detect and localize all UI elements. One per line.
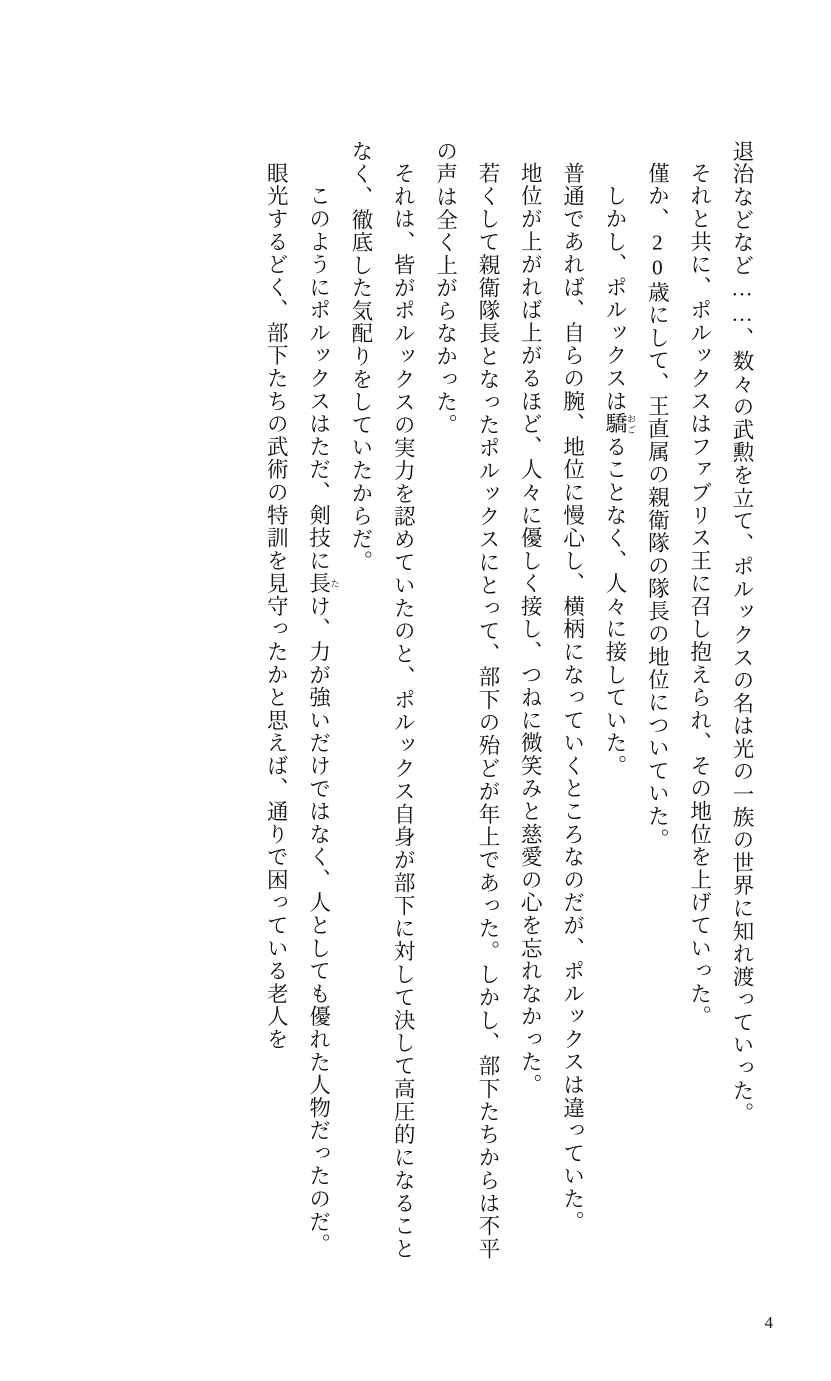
paragraph-9: このようにポルックスはただ、剣技に長 たけ、力が強いだけではなく、人としても優れた人物だったのだ。 (306, 161, 340, 1256)
ruby-text-ta: た (329, 571, 340, 595)
page-number: 4 (764, 1313, 773, 1332)
paragraph-3: 僅か、20歳にして、王直属の親衛隊の隊長の地位についていた。 (645, 161, 670, 851)
ruby-takeru: 長 た (306, 571, 340, 595)
paragraph-8: それは、皆がポルックスの実力を認めていたのと、ポルックス自身が部下に対して決して高圧的になることなく、徹底した気配りをしていたからだ。 (348, 140, 416, 1260)
ruby-text-ogo: おご (625, 412, 636, 435)
paragraph-7: 若くして親衛隊長となったポルックスにとって、部下の殆どが年上であった。しかし、部下たちからは不平の声は全く上がらなかった。 (433, 140, 500, 1260)
vertical-text-body (103, 140, 763, 1260)
paragraph-2: それと共に、ポルックスはファブリス王に召し抱えられ、その地位を上げていった。 (687, 161, 712, 1028)
paragraph-10: 眼光するどく、部下たちの武術の特訓を見守ったかと思えば、通りで困っている老人を (264, 161, 289, 1051)
paragraph-4: しかし、ポルックスは驕 おごることなく、人々に接していた。 (602, 161, 636, 777)
ruby-ogoru: 驕 おご (602, 412, 636, 435)
paragraph-5: 普通であれば、自らの腕、地位に慢心し、横柄になっていくところなのだが、ポルックスは違っていた。 (560, 161, 585, 1233)
paragraph-6: 地位が上がれば上がるほど、人々に優しく接し、つねに微笑みと慈愛の心を忘れなかった。 (518, 161, 543, 1096)
paragraph-1: 退治などなど……、数々の武勲を立て、ポルックスの名は光の一族の世界に知れ渡っていった。 (730, 140, 754, 1125)
